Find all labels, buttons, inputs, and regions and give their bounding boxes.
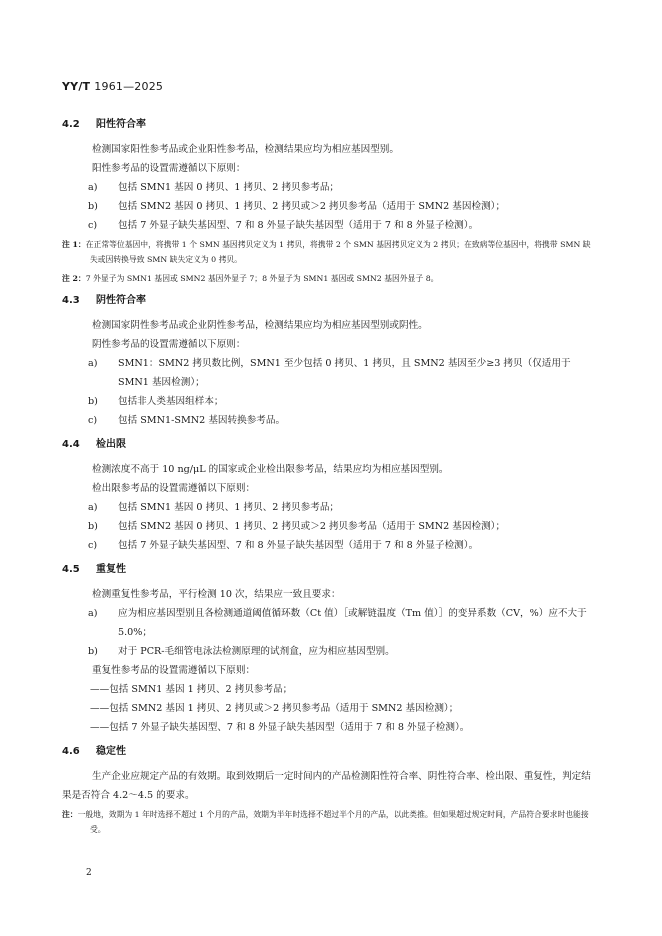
section-heading-4-2	[62, 116, 592, 134]
list-marker: a)	[88, 608, 98, 619]
paragraph: 阳性参考品的设置需遵循以下原则：	[92, 163, 246, 174]
section-number: 4.3	[62, 295, 80, 306]
paragraph: 检测国家阳性参考品或企业阳性参考品，检测结果应均为相应基因型别。	[92, 144, 399, 155]
section-title: 阳性符合率	[96, 119, 146, 130]
list-item	[62, 517, 592, 536]
list-marker: b)	[88, 521, 98, 532]
list-marker: a)	[88, 182, 98, 193]
section-title: 稳定性	[96, 746, 126, 757]
list-item	[62, 354, 592, 392]
list-marker: b)	[88, 396, 98, 407]
list-item	[62, 216, 592, 235]
list-item-text: SMN1：SMN2 拷贝数比例，SMN1 至少包括 0 拷贝、1 拷贝，且 SMN2 基因至少≥3 拷贝（仅适用于 SMN1 基因检测）；	[118, 358, 571, 388]
section-title: 检出限	[96, 439, 126, 450]
note-label: 注：	[62, 810, 78, 819]
list-marker: a)	[88, 358, 98, 369]
dash-list-item: ——包括 SMN2 基因 1 拷贝、2 拷贝或＞2 拷贝参考品（适用于 SMN2 基因检测）；	[90, 703, 459, 714]
dash-list-item: ——包括 SMN1 基因 1 拷贝、2 拷贝参考品；	[90, 684, 293, 695]
list-marker: a)	[88, 502, 98, 513]
section-heading-4-5	[62, 561, 592, 579]
list-item	[62, 178, 592, 197]
list-item	[62, 197, 592, 216]
paragraph: 检测重复性参考品，平行检测 10 次，结果应一致且要求：	[92, 589, 341, 600]
list-item-text: 包括 SMN1-SMN2 基因转换参考品。	[118, 415, 286, 426]
paragraph: 检出限参考品的设置需遵循以下原则：	[92, 483, 256, 494]
note-text: 7 外显子为 SMN1 基因或 SMN2 基因外显子 7；8 外显子为 SMN1 基因或 SMN2 基因外显子 8。	[85, 274, 439, 283]
list-item	[62, 604, 592, 642]
list-item	[62, 392, 592, 411]
note-label: 注 1：	[62, 240, 86, 249]
section-heading-4-3	[62, 292, 592, 310]
dash-list-item: ——包括 7 外显子缺失基因型、7 和 8 外显子缺失基因型（适用于 7 和 8 外显子检测）。	[90, 722, 470, 733]
note-text: 一般地，效期为 1 年时选择不超过 1 个月的产品，效期为半年时选择不超过半个月的产品，以此类推。但如果超过规定时间，产品符合要求时也能接受。	[77, 810, 589, 834]
list-item	[62, 642, 592, 661]
list-item-text: 对于 PCR-毛细管电泳法检测原理的试剂盒，应为相应基因型别。	[118, 646, 395, 657]
list-item-text: 包括 7 外显子缺失基因型、7 和 8 外显子缺失基因型（适用于 7 和 8 外显子检测）。	[118, 540, 479, 551]
list-marker: b)	[88, 646, 98, 657]
list-item-text: 包括非人类基因组样本；	[118, 396, 224, 407]
note-2	[62, 271, 592, 286]
standard-number: 1961—2025	[94, 80, 164, 93]
list-item-text: 包括 SMN1 基因 0 拷贝、1 拷贝、2 拷贝参考品；	[118, 502, 340, 513]
section-number: 4.2	[62, 119, 80, 130]
list-item-text: 应为相应基因型别且各检测通道阈值循环数（Ct 值）［或解链温度（Tm 值）］的变异系数（CV，%）应不大于 5.0%；	[118, 608, 587, 638]
list-item-text: 包括 SMN2 基因 0 拷贝、1 拷贝、2 拷贝或＞2 拷贝参考品（适用于 SMN2 基因检测）；	[118, 201, 506, 212]
list-item-text: 包括 SMN2 基因 0 拷贝、1 拷贝、2 拷贝或＞2 拷贝参考品（适用于 SMN2 基因检测）；	[118, 521, 506, 532]
list-marker: c)	[88, 220, 98, 231]
list-item	[62, 536, 592, 555]
list-marker: c)	[88, 540, 98, 551]
document-body	[62, 110, 592, 837]
note-label: 注 2：	[62, 274, 86, 283]
standard-code: YY/T	[62, 80, 91, 93]
note-1	[62, 237, 592, 267]
note-text: 在正常等位基因中，将携带 1 个 SMN 基因拷贝定义为 1 拷贝，将携带 2 个 SMN 基因拷贝定义为 2 拷贝；在致病等位基因中，将携带 SMN 缺失或因转换导致 SMN 缺失定义为 0 拷贝。	[85, 240, 591, 264]
page-number: 2	[86, 868, 92, 878]
section-title: 阴性符合率	[96, 295, 146, 306]
list-item	[62, 411, 592, 430]
section-heading-4-4	[62, 436, 592, 454]
paragraph: 检测浓度不高于 10 ng/μL 的国家或企业检出限参考品，结果应均为相应基因型别。	[92, 464, 449, 475]
section-number: 4.4	[62, 439, 80, 450]
note	[62, 807, 592, 837]
section-number: 4.6	[62, 746, 80, 757]
paragraph: 检测国家阴性参考品或企业阴性参考品，检测结果应均为相应基因型别或阴性。	[92, 320, 428, 331]
paragraph: 阴性参考品的设置需遵循以下原则：	[92, 339, 246, 350]
list-marker: b)	[88, 201, 98, 212]
standard-header	[62, 80, 163, 93]
list-item-text: 包括 SMN1 基因 0 拷贝、1 拷贝、2 拷贝参考品；	[118, 182, 340, 193]
list-item	[62, 498, 592, 517]
section-title: 重复性	[96, 564, 126, 575]
list-marker: c)	[88, 415, 98, 426]
section-number: 4.5	[62, 564, 80, 575]
paragraph: 生产企业应规定产品的有效期。取到效期后一定时间内的产品检测阳性符合率、阴性符合率、检出限、重复性，判定结果是否符合 4.2～4.5 的要求。	[62, 771, 591, 801]
paragraph: 重复性参考品的设置需遵循以下原则：	[92, 665, 256, 676]
list-item-text: 包括 7 外显子缺失基因型、7 和 8 外显子缺失基因型（适用于 7 和 8 外显子检测）。	[118, 220, 479, 231]
section-heading-4-6	[62, 743, 592, 761]
